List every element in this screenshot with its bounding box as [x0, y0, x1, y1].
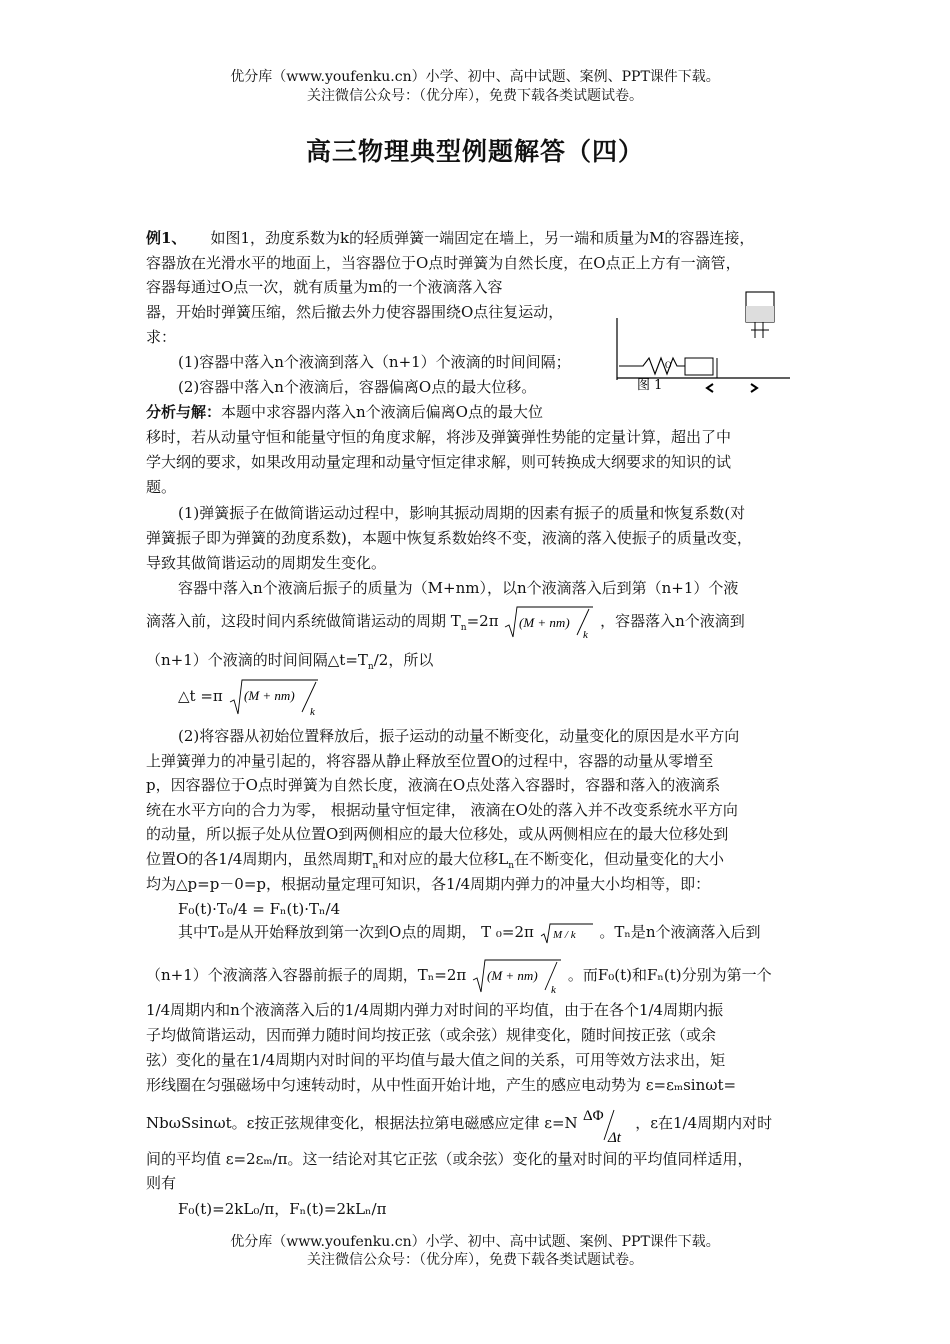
- footer-line-1: 优分库（www.youfenku.cn）小学、初中、高中试题、案例、PPT课件下载。: [230, 1234, 720, 1250]
- example-line-2: 容器放在光滑水平的地面上，当容器位于O点时弹簧为自然长度，在O点正上方有一滴管，: [146, 254, 741, 272]
- period-text-end: ，容器落入n个液滴到: [600, 612, 745, 630]
- t-line-1: [178, 922, 761, 944]
- k-text-2: k: [309, 706, 315, 716]
- arrow-right: [751, 384, 757, 392]
- s6a: 位置O的各1/4周期内，虽然周期T: [146, 850, 373, 868]
- s-line-6: [146, 849, 724, 876]
- o-label: O: [665, 360, 672, 370]
- k-text-3: k: [551, 984, 556, 994]
- analysis-line-3: 学大纲的要求，如果改用动量定理和动量守恒定律求解，则可转换成大纲要求的知识的试: [146, 453, 732, 471]
- s-line-4: 统在水平方向的合力为零， 根据动量守恒定律， 液滴在O处的落入并不改变系统水平方向: [146, 801, 738, 819]
- s6c: 在不断变化，但动量变化的大小: [514, 850, 725, 868]
- s-line-2: 上弹簧弹力的冲量引起的，将容器从静止释放至位置O的过程中，容器的动量从零增至: [146, 752, 714, 770]
- mnm-text-2: (M + nm): [243, 688, 295, 703]
- analysis-line-4: 题。: [146, 478, 177, 496]
- analysis-text-1: 本题中求容器内落入n个液滴后偏离O点的最大位: [221, 403, 543, 421]
- t7b: ，ε在1/4周期内对时: [635, 1114, 773, 1132]
- analysis-line-1: [146, 402, 543, 422]
- t-line-2: [146, 958, 772, 994]
- t-line-8: 间的平均值 ε=2εₘ/π。这一结论对其它正弦（或余弦）变化的量对时间的平均值同样适用，: [146, 1150, 753, 1168]
- example-line-5: 求：: [146, 328, 177, 346]
- t2b: 。而F₀(t)和Fₙ(t)分别为第一个: [567, 966, 772, 984]
- dphi-over-dt: [582, 1104, 630, 1144]
- mnm-text-3: (M + nm): [487, 968, 538, 983]
- figure-label: 图 1: [637, 378, 663, 393]
- interval-text: （n+1）个液滴的时间间隔△t=T: [146, 651, 368, 669]
- t-line-4: 子均做简谐运动，因而弹力随时间均按正弦（或余弦）规律变化，随时间按正弦（或余: [146, 1026, 717, 1044]
- sqrt-mnm-over-k-2: [228, 678, 320, 716]
- header-line-2: 关注微信公众号：（优分库），免费下载各类试题试卷。: [307, 88, 643, 104]
- t-line-9: 则有: [146, 1174, 177, 1192]
- example-line-4: 器，开始时弹簧压缩，然后撤去外力使容器围绕O点往复运动，: [146, 303, 564, 321]
- s-line-5: 的动量，所以振子处从位置O到两侧相应的最大位移处，或从两侧相应在的最大位移处到: [146, 825, 729, 843]
- dphi-text: ΔΦ: [583, 1108, 605, 1124]
- mk-text: M / k: [552, 929, 576, 941]
- sub-n: n: [460, 623, 467, 633]
- arrow-left: [707, 384, 713, 392]
- t1a: 其中T₀是从开始释放到第一次到O点的周期， T ₀=2π: [178, 923, 534, 941]
- t-line-5: 弦）变化的量在1/4周期内对时间的平均值与最大值之间的关系，可用等效方法求出，矩: [146, 1051, 726, 1069]
- dropper-liquid: [746, 306, 774, 322]
- sub-n-2: n: [367, 662, 374, 672]
- header-line-1: 优分库（www.youfenku.cn）小学、初中、高中试题、案例、PPT课件下载。: [230, 69, 720, 85]
- question-1: (1)容器中落入n个液滴到落入（n+1）个液滴的时间间隔；: [178, 353, 571, 371]
- question-2: (2)容器中落入n个液滴后，容器偏离O点的最大位移。: [178, 378, 537, 396]
- para1-line-1: (1)弹簧振子在做简谐运动过程中，影响其振动周期的因素有振子的质量和恢复系数(对: [178, 504, 746, 522]
- dt-frac-text: Δt: [608, 1130, 622, 1144]
- t2a: （n+1）个液滴落入容器前振子的周期，Tₙ=2π: [146, 966, 467, 984]
- dt-text: △t =π: [178, 687, 223, 705]
- s-line-1: (2)将容器从初始位置释放后，振子运动的动量不断变化，动量变化的原因是水平方向: [178, 727, 740, 745]
- t-line-3: 1/4周期内和n个液滴落入后的1/4周期内弹力对时间的平均值，由于在各个1/4周期内振: [146, 1001, 724, 1019]
- s-line-7: 均为△p=p－0=p，根据动量定理可知识，各1/4周期内弹力的冲量大小均相等，即：: [146, 875, 711, 893]
- spring: [619, 358, 685, 374]
- two-pi: =2π: [466, 612, 499, 630]
- footer-line-2: 关注微信公众号：（优分库），免费下载各类试题试卷。: [307, 1252, 643, 1268]
- container-body: [685, 358, 713, 375]
- sub-n-3: n: [372, 861, 379, 871]
- k-text: k: [583, 629, 589, 639]
- para1-line-2: 弹簧振子即为弹簧的劲度系数)，本题中恢复系数始终不变，液滴的落入使振子的质量改变，: [146, 529, 752, 547]
- analysis-line-2: 移时，若从动量守恒和能量守恒的角度求解，将涉及弹簧弹性势能的定量计算，超出了中: [146, 428, 732, 446]
- example-text-1: 如图1，劲度系数为k的轻质弹簧一端固定在墙上，另一端和质量为M的容器连接，: [210, 229, 755, 247]
- sqrt-m-over-k: [539, 922, 595, 944]
- period-formula-line: [146, 605, 745, 639]
- para2-line-1: 容器中落入n个液滴后振子的质量为（M+nm），以n个液滴落入后到第（n+1）个液: [178, 579, 739, 597]
- t-line-6: 形线圈在匀强磁场中匀速转动时，从中性面开始计地，产生的感应电动势为 ε=εₘsinωt=: [146, 1076, 737, 1094]
- equation-2: F₀(t)=2kL₀/π，Fₙ(t)=2kLₙ/π: [178, 1200, 387, 1218]
- mnm-text: (M + nm): [519, 615, 570, 630]
- example-line-1: [146, 228, 754, 248]
- figure-1-spring-container: [615, 288, 795, 398]
- interval-line: [146, 650, 433, 677]
- t1b: 。Tₙ是n个液滴落入后到: [599, 923, 761, 941]
- analysis-label: 分析与解：: [146, 403, 222, 421]
- sqrt-mnm-over-k-3: [471, 958, 563, 994]
- equation-1: F₀(t)·T₀/4 = Fₙ(t)·Tₙ/4: [178, 900, 341, 918]
- page-title: 高三物理典型例题解答（四）: [305, 137, 644, 166]
- sqrt-mnm-over-k: [503, 605, 595, 639]
- s6b: 和对应的最大位移L: [378, 850, 509, 868]
- period-text: 滴落入前，这段时间内系统做简谐运动的周期 T: [146, 612, 461, 630]
- sub-n-4: n: [508, 861, 515, 871]
- dt-formula: [178, 678, 320, 716]
- t-line-7: [146, 1104, 772, 1144]
- s-line-3: p，因容器位于O点时弹簧为自然长度，液滴在O点处落入容器时，容器和落入的液滴系: [146, 776, 721, 794]
- t7a: NbωSsinωt。ε按正弦规律变化，根据法拉第电磁感应定律 ε=N: [146, 1114, 578, 1132]
- para1-line-3: 导致其做简谐运动的周期发生变化。: [146, 554, 387, 572]
- example-label: 例1、: [146, 229, 187, 247]
- interval-text-end: /2，所以: [373, 651, 434, 669]
- example-line-3: 容器每通过O点一次，就有质量为m的一个液滴落入容: [146, 278, 503, 296]
